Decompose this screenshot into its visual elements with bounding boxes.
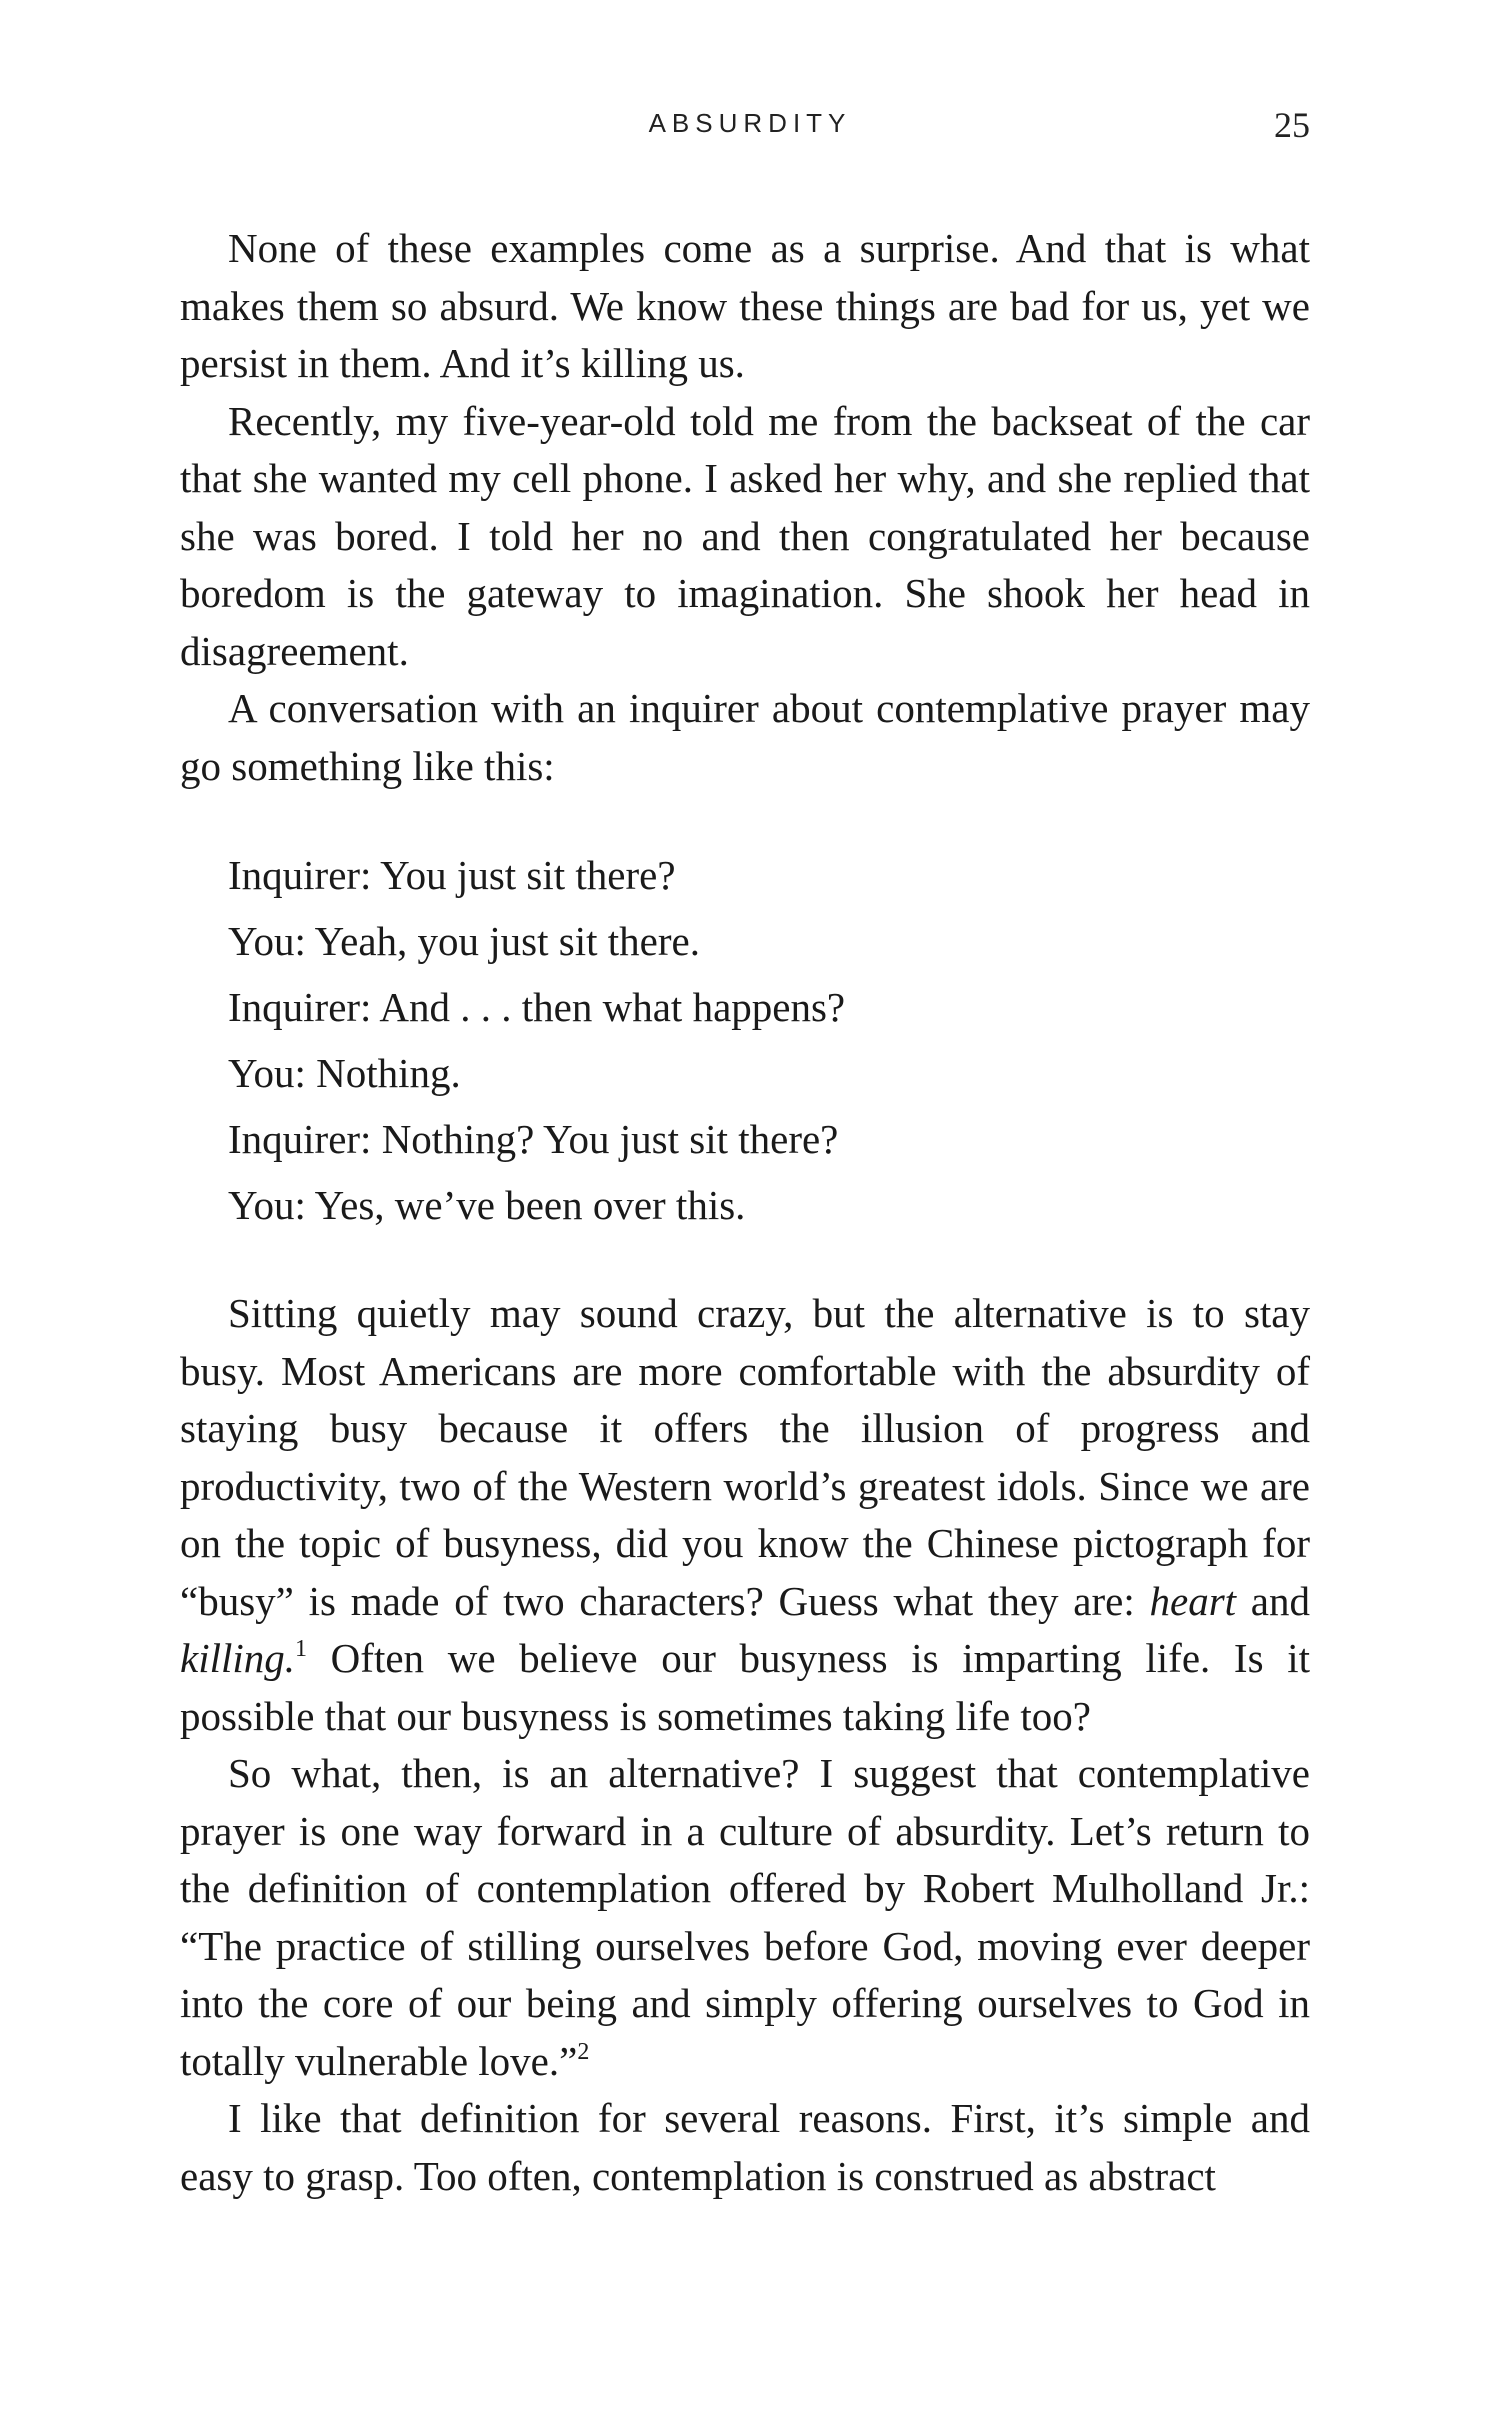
- paragraph: A conversation with an inquirer about contemplative prayer may go something like this:: [180, 685, 1310, 789]
- emphasis: killing.: [180, 1635, 296, 1681]
- emphasis: heart: [1149, 1577, 1237, 1624]
- footnote-marker: 2: [577, 2038, 590, 2065]
- text-run: So what, then, is an alternative? I suggest that contemplative prayer is one way forward in a culture of absurdity. Let’s return to the definition of contemplation offered by Robert Mulholland Jr.: “The practice of stilling ourselves before God, moving ever deeper into the core of our being and simply offering ourselves to God in totally vulnerable love.”: [180, 1750, 1310, 2084]
- dialogue-line: You: Nothing.: [228, 1050, 461, 1096]
- text-run: and: [1236, 1577, 1311, 1624]
- dialogue-line: You: Yes, we’ve been over this.: [228, 1182, 746, 1228]
- page-number: 25: [1274, 105, 1310, 145]
- dialogue-line: You: Yeah, you just sit there.: [228, 918, 700, 964]
- paragraph: Recently, my five-year-old told me from the backseat of the car that she wanted my cell phone. I asked her why, and she replied that she was bored. I told her no and then congratulated her because boredom is the gateway to imagination. She shook her head in disagreement.: [180, 397, 1310, 674]
- body-text: [180, 220, 1310, 2205]
- dialogue-block: [228, 842, 1310, 1238]
- running-head: ABSURDITY: [648, 108, 852, 138]
- paragraph: I like that definition for several reasons. First, it’s simple and easy to grasp. Too often, contemplation is construed as abstract: [180, 2095, 1310, 2199]
- dialogue-line: Inquirer: Nothing? You just sit there?: [228, 1116, 839, 1162]
- paragraph: None of these examples come as a surprise. And that is what makes them so absurd. We know these things are bad for us, yet we persist in them. And it’s killing us.: [180, 225, 1310, 386]
- text-run: Often we believe our busyness is imparting life. Is it possible that our busyness is sometimes taking life too?: [180, 1635, 1310, 1739]
- text-run: Sitting quietly may sound crazy, but the alternative is to stay busy. Most Americans are more comfortable with the absurdity of staying busy because it offers the illusion of progress and productivity, two of the Western world’s greatest idols. Since we are on the topic of busyness, did you know the Chinese pictograph for “busy” is made of two characters? Guess what they are:: [180, 1290, 1310, 1624]
- footnote-marker: 1: [295, 1636, 308, 1662]
- paragraph: [180, 1285, 1310, 1745]
- dialogue-line: Inquirer: You just sit there?: [228, 852, 676, 898]
- dialogue-line: Inquirer: And . . . then what happens?: [228, 984, 846, 1030]
- paragraph: [180, 1745, 1310, 2090]
